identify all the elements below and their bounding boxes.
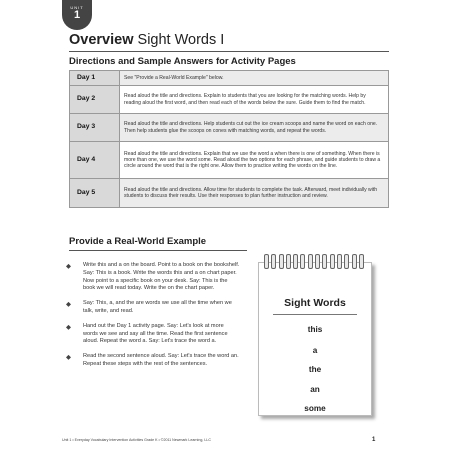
title-light: Sight Words I — [137, 32, 225, 48]
example-heading: Provide a Real-World Example — [69, 236, 207, 247]
day-description: Read aloud the title and directions. Explain that we use the word a when there is one of something. When there is more than one, we use the word some. Read aloud the two options for each phrase, and guide students to draw a circle around the word that is the right one. Allow them to practice writing the words on the line. — [120, 142, 389, 179]
spiral-ring-icon — [300, 254, 305, 269]
spiral-ring-icon — [286, 254, 291, 269]
day-label: Day 2 — [70, 86, 120, 114]
spiral-ring-icon — [344, 254, 349, 269]
day-row — [70, 71, 389, 86]
example-list — [62, 262, 240, 376]
day-description: Read aloud the title and directions. Allow time for students to complete the task. Afterward, meet individually with students to discuss their results. Use their responses to plan further instruction and review. — [120, 179, 389, 208]
bullet-text: Hand out the Day 1 activity page. Say: Let's look at more words we see and say all the time. Read the first sentence aloud. Repeat the word a. Say: Let's trace the word a. — [83, 322, 228, 345]
spiral-ring-icon — [315, 254, 320, 269]
day-label: Day 3 — [70, 114, 120, 142]
list-item — [62, 353, 240, 369]
unit-number: 1 — [73, 9, 81, 21]
spiral-binding — [264, 254, 364, 268]
diamond-bullet-icon: ◆ — [66, 301, 71, 309]
spiral-ring-icon — [330, 254, 335, 269]
example-rule — [69, 250, 247, 251]
days-table — [69, 70, 389, 208]
title-strong: Overview — [69, 32, 134, 48]
directions-heading: Directions and Sample Answers for Activity Pages — [69, 56, 296, 67]
list-item — [62, 323, 240, 346]
diamond-bullet-icon: ◆ — [66, 263, 71, 270]
notepad-word: an — [310, 385, 320, 394]
sight-words-notepad — [258, 254, 374, 416]
spiral-ring-icon — [264, 254, 269, 269]
notepad-title: Sight Words — [284, 297, 346, 309]
title-rule — [69, 51, 389, 52]
day-row — [70, 114, 389, 142]
diamond-bullet-icon: ◆ — [66, 323, 71, 331]
list-item — [62, 300, 240, 316]
day-description: Read aloud the title and directions. Explain to students that you are looking for the matching words. Help by reading aloud the first word, and then read each of the words below the sure. Guide them to find the match. — [120, 86, 389, 114]
notepad-page — [258, 262, 372, 416]
notepad-word: a — [312, 346, 318, 355]
spiral-ring-icon — [322, 254, 327, 269]
day-label: Day 4 — [70, 142, 120, 179]
spiral-ring-icon — [359, 254, 364, 269]
spiral-ring-icon — [337, 254, 342, 269]
notepad-word: this — [307, 325, 323, 334]
notepad-word: some — [304, 404, 326, 413]
bullet-text: Write this and a on the board. Point to a book on the bookshelf. Say: This is a book. Write the words this and a on chart paper. Now point to a specific book on your desk. Say: This is the book we will read today. Write the on the chart paper. — [83, 262, 240, 292]
day-row — [70, 179, 389, 208]
bullet-text: Say: This, a, and the are words we use all the time when we talk, write, and read. — [83, 300, 232, 314]
diamond-bullet-icon: ◆ — [66, 354, 71, 362]
list-item — [62, 262, 240, 293]
notepad-word: the — [308, 365, 322, 374]
day-description: Read aloud the title and directions. Help students cut out the ice cream scoops and name the word on each one. Then help students glue the scoops on cones with matching words, and repeat the words. — [120, 114, 389, 142]
spiral-ring-icon — [308, 254, 313, 269]
day-label: Day 5 — [70, 179, 120, 208]
day-label: Day 1 — [70, 71, 120, 86]
spiral-ring-icon — [352, 254, 357, 269]
unit-label: UNIT — [70, 5, 84, 10]
day-row — [70, 142, 389, 179]
page-footer: Unit 1 • Everyday Vocabulary Intervention Activities Grade K • ©2011 Newmark Learning, LLC — [62, 438, 211, 442]
spiral-ring-icon — [279, 254, 284, 269]
notepad-title-underline — [273, 314, 357, 315]
page-title — [69, 32, 224, 48]
spiral-ring-icon — [293, 254, 298, 269]
spiral-ring-icon — [271, 254, 276, 269]
day-row — [70, 86, 389, 114]
bullet-text: Read the second sentence aloud. Say: Let's trace the word an. Repeat these steps with the rest of the sentences. — [83, 353, 239, 367]
page-number: 1 — [372, 437, 376, 443]
day-description: See "Provide a Real-World Example" below. — [120, 71, 389, 86]
unit-tab — [62, 0, 92, 30]
